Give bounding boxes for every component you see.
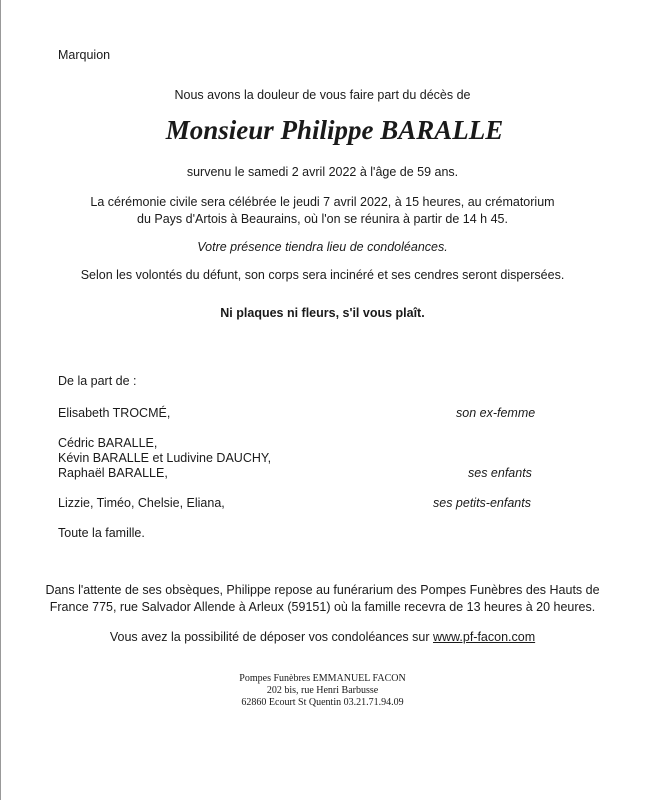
rest-line-1: Dans l'attente de ses obsèques, Philippe repose au funérarium des Pompes Funèbres des Hauts de <box>45 583 600 597</box>
child-3: Raphaël BARALLE, <box>58 466 168 480</box>
child-2: Kévin BARALLE et Ludivine DAUCHY, <box>58 451 272 465</box>
ex-wife-role: son ex-femme <box>456 406 536 420</box>
grandchildren-role: ses petits-enfants <box>433 496 531 510</box>
intro: Nous avons la douleur de vous faire part du décès de <box>174 88 471 102</box>
children-role: ses enfants <box>468 466 532 480</box>
whole-family: Toute la famille. <box>58 526 145 540</box>
deceased-name: Monsieur Philippe BARALLE <box>165 115 504 145</box>
child-1: Cédric BARALLE, <box>58 436 158 450</box>
ceremony-line-2: du Pays d'Artois à Beaurains, où l'on se réunira à partir de 14 h 45. <box>137 212 508 226</box>
death-notice: survenu le samedi 2 avril 2022 à l'âge de 59 ans. <box>186 165 459 179</box>
condolences-line <box>0 630 645 644</box>
ceremony-line-1: La cérémonie civile sera célébrée le jeudi 7 avril 2022, à 15 heures, au crématorium <box>90 195 555 209</box>
presence-note: Votre présence tiendra lieu de condoléances. <box>197 240 448 254</box>
condolences-text: Vous avez la possibilité de déposer vos condoléances sur <box>109 630 430 644</box>
condolences-link[interactable]: www.pf-facon.com <box>433 630 536 644</box>
wishes: Selon les volontés du défunt, son corps sera incinéré et ses cendres seront dispersées. <box>80 268 565 282</box>
rest-line-2: France 775, rue Salvador Allende à Arleux (59151) où la famille recevra de 13 heures à 20 heures. <box>49 600 596 614</box>
from-label: De la part de : <box>58 374 137 388</box>
footer-line-1: Pompes Funèbres EMMANUEL FACON <box>239 673 406 684</box>
place: Marquion <box>58 48 111 62</box>
ex-wife: Elisabeth TROCMÉ, <box>58 406 171 420</box>
grandchildren: Lizzie, Timéo, Chelsie, Eliana, <box>58 496 225 510</box>
footer-line-2: 202 bis, rue Henri Barbusse <box>266 685 379 696</box>
footer-line-3: 62860 Ecourt St Quentin 03.21.71.94.09 <box>241 697 404 708</box>
no-flowers: Ni plaques ni fleurs, s'il vous plaît. <box>220 306 425 320</box>
